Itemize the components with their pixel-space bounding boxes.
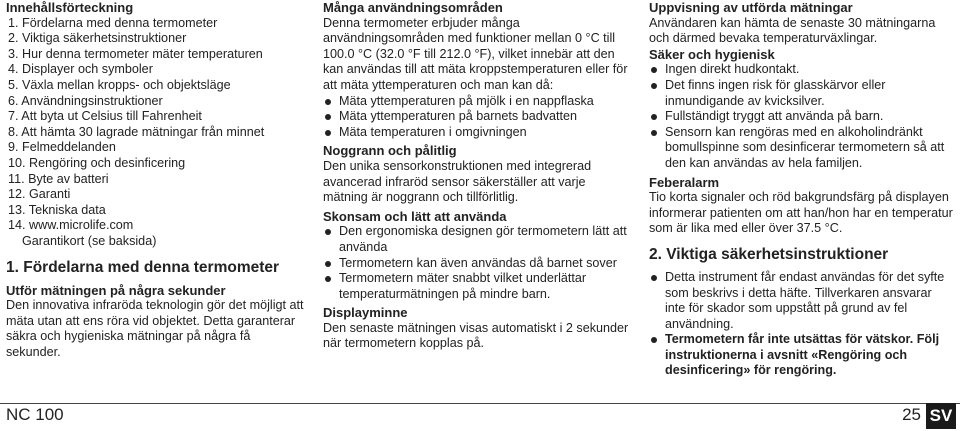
toc-item[interactable]: 10. Rengöring och desinficering	[8, 155, 186, 170]
subsection-title: Många användningsområden	[323, 0, 503, 15]
paragraph: Den senaste mätningen visas automatiskt i 2 sekunder när termometern kopplas på.	[323, 320, 629, 351]
page-number: 25	[902, 405, 921, 424]
list-item: Termometern får inte utsättas för vätskor. Följ instruktionerna i avsnitt «Rengöring och desinficering» för rengöring.	[649, 332, 955, 379]
footer-divider	[0, 403, 960, 404]
toc-item[interactable]: 6. Användningsinstruktioner	[8, 93, 163, 108]
subsection-title: Feberalarm	[649, 174, 720, 190]
toc-item[interactable]: 8. Att hämta 30 lagrade mätningar från minnet	[8, 124, 265, 139]
list-item: Termometern kan även användas då barnet sover	[323, 256, 633, 272]
paragraph: Denna termometer erbjuder många användningsområden med funktioner mellan 0 °C till 100.0 °C (32.0 °F till 212.0 °F), vilket innebär att den kan användas till att mäta kroppstemperaturen eller för att mäta yttemperaturen och man kan då:	[323, 15, 628, 92]
paragraph: Den innovativa infraröda teknologin gör det möjligt att mäta utan att ens röra vid objektet. Detta garanterar säkra och hygieniska mätningar på några få sekunder.	[6, 298, 304, 359]
toc-item[interactable]: 11. Byte av batteri	[8, 171, 109, 186]
language-badge: SV	[926, 403, 956, 429]
list-item: Den ergonomiska designen gör termometern lätt att använda	[323, 224, 633, 255]
toc-item[interactable]: 2. Viktiga säkerhetsinstruktioner	[8, 31, 187, 46]
paragraph: Användaren kan hämta de senaste 30 mätningarna och därmed bevaka temperaturväxlingar.	[649, 15, 936, 46]
list-item: Fullständigt tryggt att använda på barn.	[649, 109, 955, 125]
toc-item[interactable]: 14. www.microlife.com	[8, 218, 134, 233]
toc-item[interactable]: 7. Att byta ut Celsius till Fahrenheit	[8, 109, 202, 124]
list-item: Ingen direkt hudkontakt.	[649, 62, 955, 78]
model-name: NC 100	[6, 405, 64, 424]
list-item: Termometern mäter snabbt vilket underlättar temperaturmätningen på mindre barn.	[323, 271, 633, 302]
toc-item[interactable]: 5. Växla mellan kropps- och objektsläge	[8, 77, 231, 92]
list-item: Mäta yttemperaturen på barnets badvatten	[323, 109, 633, 125]
list-item: Det finns ingen risk för glasskärvor eller inmundigande av kvicksilver.	[649, 78, 955, 109]
toc-item[interactable]: 9. Felmeddelanden	[8, 140, 116, 155]
subsection-title: Noggrann och pålitlig	[323, 143, 457, 159]
toc-title: Innehållsförteckning	[6, 0, 134, 15]
bullet-list	[323, 224, 633, 302]
toc-item[interactable]: 3. Hur denna termometer mäter temperaturen	[8, 46, 263, 61]
subsection-title: Displayminne	[323, 305, 408, 321]
section-1-title: 1. Fördelarna med denna termometer	[6, 258, 280, 276]
subsection-title: Skonsam och lätt att använda	[323, 208, 507, 224]
toc-item[interactable]: 13. Tekniska data	[8, 202, 106, 217]
toc-item[interactable]: 1. Fördelarna med denna termometer	[8, 15, 218, 30]
toc-item[interactable]: Garantikort (se baksida)	[22, 233, 157, 248]
subsection-title: Utför mätningen på några sekunder	[6, 282, 226, 298]
bullet-list	[323, 94, 633, 141]
paragraph: Tio korta signaler och röd bakgrundsfärg på displayen informerar patienten om att han/hon har en temperatur som är lika med eller över 37.5 °C.	[649, 190, 953, 236]
list-item: Mäta yttemperaturen på mjölk i en nappflaska	[323, 94, 633, 110]
bullet-list	[649, 62, 955, 171]
toc-list	[6, 16, 308, 250]
bullet-list-bold	[649, 332, 955, 379]
paragraph: Den unika sensorkonstruktionen med integrerad avancerad infraröd sensor säkerställer att varje mätning är noggrann och tillförlitlig.	[323, 158, 592, 205]
toc-item[interactable]: 12. Garanti	[8, 187, 71, 202]
bullet-list	[649, 270, 955, 332]
column-right	[649, 0, 955, 379]
list-item: Detta instrument får endast användas för det syfte som beskrivs i detta häfte. Tillverkaren ansvarar inte för skador som uppstått på grund av fel användning.	[649, 270, 955, 332]
subsection-title: Uppvisning av utförda mätningar	[649, 0, 853, 15]
column-middle	[323, 0, 633, 352]
list-item: Mäta temperaturen i omgivningen	[323, 125, 633, 141]
subsection-title: Säker och hygienisk	[649, 46, 775, 62]
list-item: Sensorn kan rengöras med en alkoholindränkt bomullspinne som desinficerar termometern så att den kan användas av hela familjen.	[649, 125, 955, 172]
toc-item[interactable]: 4. Displayer och symboler	[8, 62, 153, 77]
section-2-title: 2. Viktiga säkerhetsinstruktioner	[649, 245, 889, 263]
column-left	[6, 0, 308, 360]
